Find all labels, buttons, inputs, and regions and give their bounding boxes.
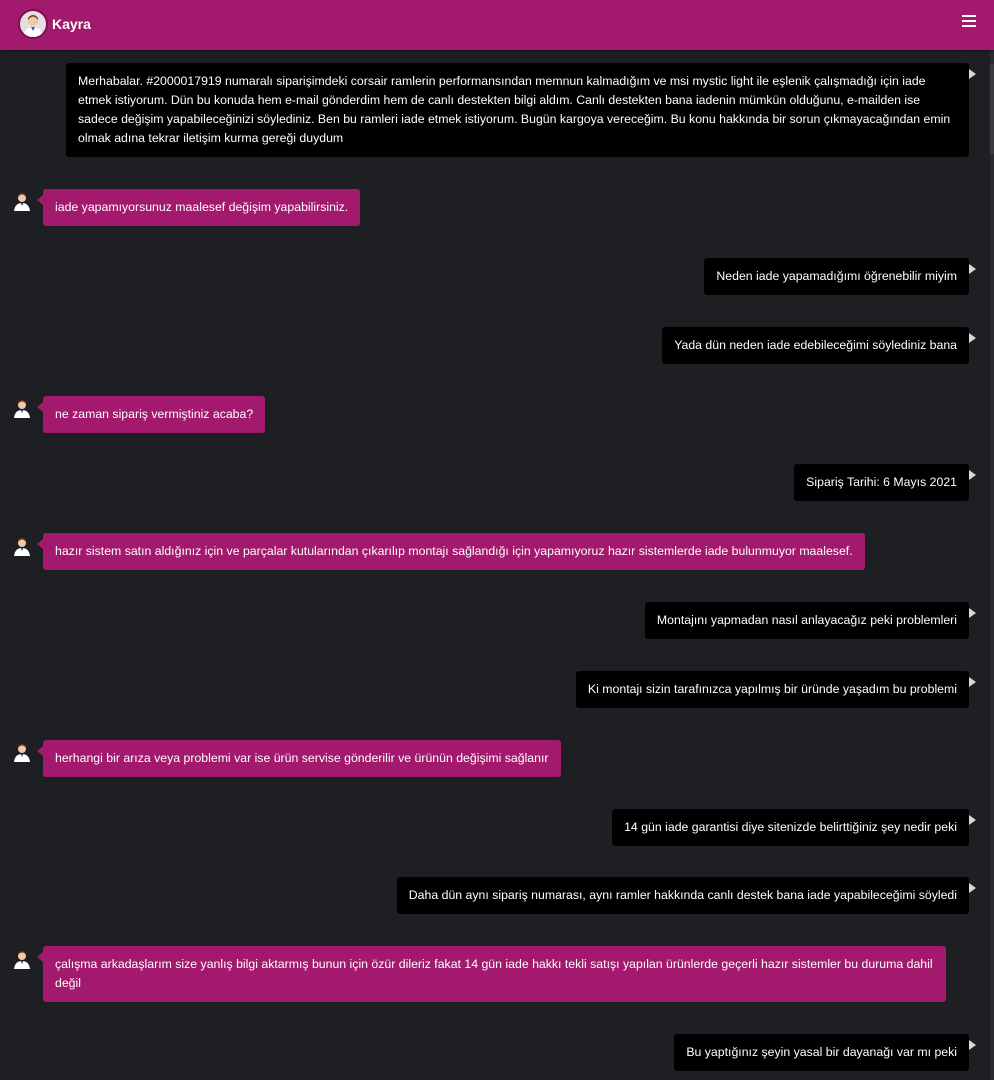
message-text: Daha dün aynı sipariş numarası, aynı ramler hakkında canlı destek bana iade yapabileceğimi söyledi xyxy=(408,888,957,902)
message-text: Merhabalar. #2000017919 numaralı siparişimdeki corsair ramlerin performansından memnun kalmadığım ve msi mystic light ile eşlenik çalışmadığı için iade etmek istiyorum. Dün bu konuda hem e-mail gönderdim hem de canlı destekten bilgi aldım. Canlı destekten bana iadenin mümkün olduğunu, e-mailden ise sadece değişim yapabileceğinizi söylediniz. Ben bu ramleri iade etmek istiyorum. Bugün kargoya vereceğim. Bu konu hakkında bir sorun çıkmayacağından emin olmak adına tekrar iletişim kurma gereği duydum xyxy=(78,74,951,145)
customer-message xyxy=(662,327,969,364)
message-text: Yada dün neden iade edebileceğimi söylediniz bana xyxy=(674,338,957,352)
message-text: Neden iade yapamadığımı öğrenebilir miyim xyxy=(716,269,957,283)
customer-message xyxy=(704,258,969,295)
agent-message xyxy=(43,533,865,570)
agent-message xyxy=(43,946,946,1002)
agent-avatar-icon xyxy=(12,949,32,969)
scrollbar[interactable] xyxy=(990,50,994,1080)
message-text: hazır sistem satın aldığınız için ve parçalar kutularından çıkarılıp montajı sağlandığı için yapamıyoruz hazır sistemlerde iade bulunmuyor maalesef. xyxy=(55,544,853,558)
user-avatar-icon[interactable] xyxy=(18,9,48,39)
scrollbar-thumb[interactable] xyxy=(990,64,994,154)
agent-avatar-icon xyxy=(12,191,32,211)
message-text: 14 gün iade garantisi diye sitenizde belirttiğiniz şey nedir peki xyxy=(624,820,957,834)
agent-message xyxy=(43,189,360,226)
customer-message xyxy=(612,809,969,846)
agent-message xyxy=(43,396,265,433)
customer-message xyxy=(397,877,969,914)
customer-message xyxy=(794,464,969,501)
agent-avatar-icon xyxy=(12,398,32,418)
message-text: Bu yaptığınız şeyin yasal bir dayanağı var mı peki xyxy=(686,1045,957,1059)
customer-message xyxy=(576,671,969,708)
message-text: ne zaman sipariş vermiştiniz acaba? xyxy=(55,407,254,421)
message-text: Montajını yapmadan nasıl anlayacağız peki problemleri xyxy=(656,613,957,627)
agent-avatar-icon xyxy=(12,536,32,556)
agent-avatar-icon xyxy=(12,742,32,762)
message-text: Sipariş Tarihi: 6 Mayıs 2021 xyxy=(806,475,957,489)
message-text: iade yapamıyorsunuz maalesef değişim yapabilirsiniz. xyxy=(55,200,349,214)
hamburger-menu-icon[interactable] xyxy=(962,15,976,29)
chat-title: Kayra xyxy=(52,16,91,32)
agent-message xyxy=(43,740,561,777)
customer-message xyxy=(674,1034,969,1071)
message-text: Ki montajı sizin tarafınızca yapılmış bir üründe yaşadım bu problemi xyxy=(587,682,957,696)
message-text: herhangi bir arıza veya problemi var ise ürün servise gönderilir ve ürünün değişimi sağlanır xyxy=(55,751,549,765)
message-text: çalışma arkadaşlarım size yanlış bilgi aktarmış bunun için özür dileriz fakat 14 gün iade hakkı tekli satışı yapılan ürünlerde geçerli hazır sistemler bu duruma dahil değil xyxy=(55,957,933,990)
customer-message xyxy=(66,63,969,157)
chat-header xyxy=(0,0,994,50)
customer-message xyxy=(645,602,969,639)
